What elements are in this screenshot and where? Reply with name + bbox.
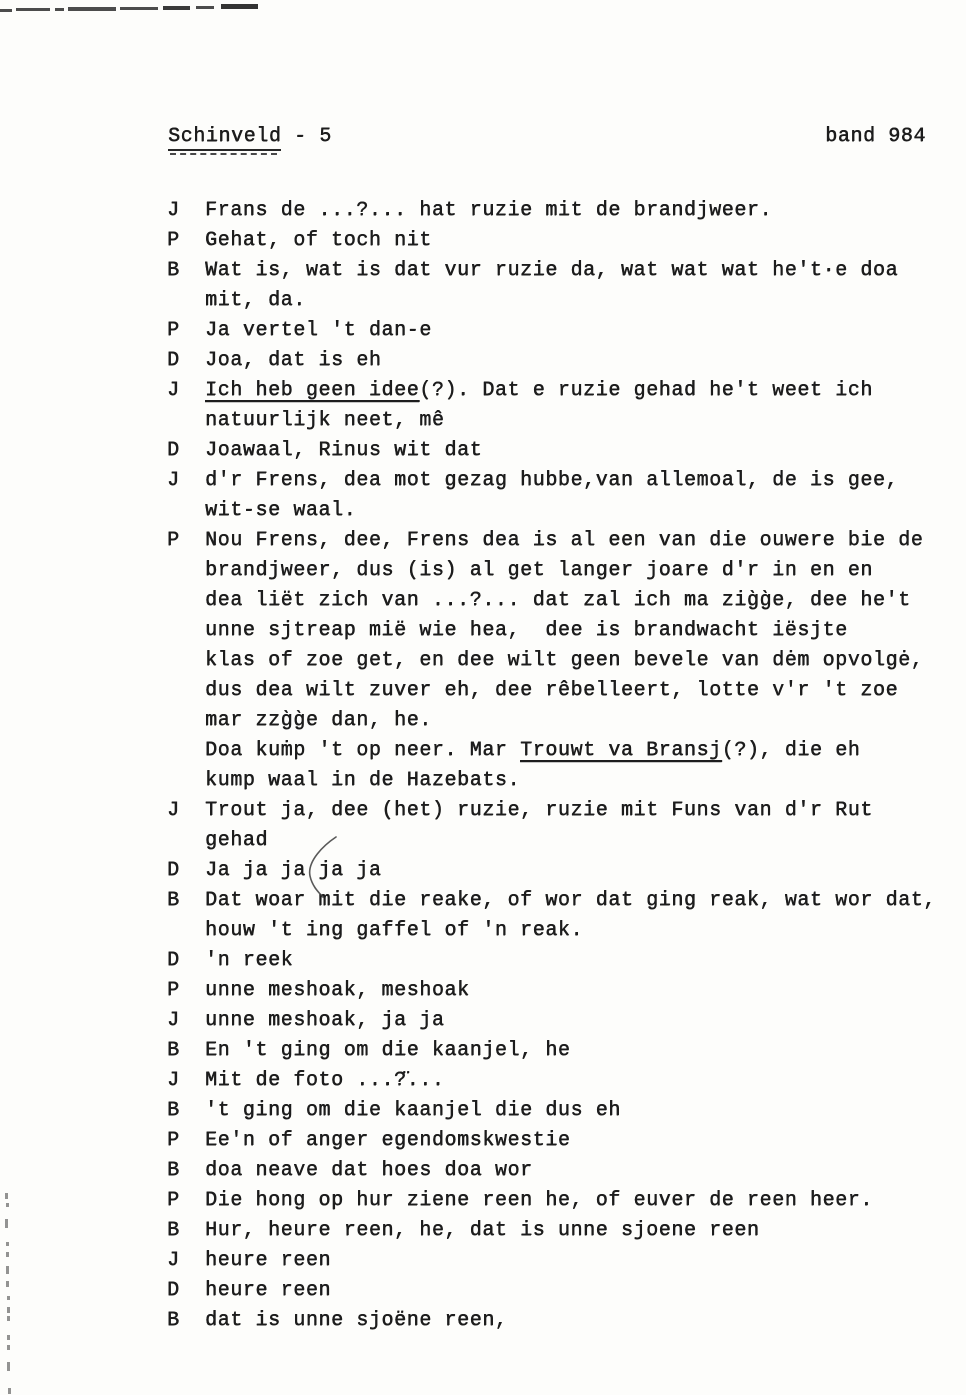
handwritten-stroke-mark — [300, 834, 344, 905]
dialogue-text — [205, 766, 520, 796]
speaker-initial: B — [167, 889, 180, 912]
dialogue-text — [205, 496, 356, 526]
page-title-rest: - 5 — [281, 125, 332, 148]
dialogue-text — [205, 586, 911, 616]
dialogue-text — [205, 436, 482, 466]
dialogue-line — [167, 496, 957, 526]
dialogue-line — [167, 1066, 957, 1096]
speaker-initial — [167, 646, 205, 676]
text-segment: houw 't ing gaffel of 'n reak. — [205, 919, 584, 942]
dialogue-text — [205, 826, 268, 856]
dialogue-line — [167, 1156, 957, 1186]
dialogue-line — [167, 886, 957, 916]
text-segment: d'r Frens, dea mot gezag hubbe,van allemoal, de is gee, — [205, 469, 899, 492]
speaker-initial: P — [167, 1189, 180, 1212]
dialogue-line — [167, 1276, 957, 1306]
text-segment: Die hong op hur ziene reen he, of euver de reen heer. — [205, 1189, 873, 1212]
text-segment: Dat woar mit die reake, of wor dat ging reak, wat wor dat, — [205, 889, 936, 912]
dialogue-line — [167, 946, 957, 976]
dialogue-line — [167, 436, 957, 466]
text-segment: 'n reek — [205, 949, 294, 972]
dialogue-text — [205, 1096, 621, 1126]
dialogue-line — [167, 856, 957, 886]
dialogue-text — [205, 1276, 331, 1306]
dialogue-line — [167, 196, 957, 226]
speaker-initial — [167, 586, 205, 616]
speaker-initial: B — [167, 1159, 180, 1182]
dialogue-text — [205, 856, 381, 886]
dialogue-line — [167, 1126, 957, 1156]
dialogue-line — [167, 646, 957, 676]
dialogue-line — [167, 556, 957, 586]
dialogue-line — [167, 406, 957, 436]
dialogue-line — [167, 316, 957, 346]
speaker-initial: B — [167, 1099, 180, 1122]
text-segment: doa neave dat hoes doa wor — [205, 1159, 533, 1182]
speaker-initial: B — [167, 1309, 180, 1332]
dialogue-text — [205, 1306, 507, 1336]
dialogue-text — [205, 1216, 760, 1246]
underlined-phrase: Ich heb geen idee — [205, 379, 420, 402]
dialogue-line — [167, 1186, 957, 1216]
text-segment: (?), die eh — [721, 739, 861, 762]
text-segment: gehad — [205, 829, 269, 852]
text-segment: mar zzg̀g̀e dan, he. — [205, 709, 432, 732]
text-segment: Frans de ...?... hat ruzie mit de brandjweer. — [205, 199, 773, 222]
speaker-initial — [167, 676, 205, 706]
dialogue-line — [167, 1246, 957, 1276]
dialogue-text — [205, 1156, 533, 1186]
speaker-initial: P — [167, 529, 180, 552]
speaker-initial — [167, 736, 205, 766]
dialogue-text — [205, 616, 848, 646]
dialogue-text — [205, 256, 898, 286]
speaker-initial: P — [167, 979, 180, 1002]
speaker-initial — [167, 616, 205, 646]
dialogue-line — [167, 766, 957, 796]
text-segment: (?). Dat e ruzie gehad he't weet ich — [419, 379, 873, 402]
dialogue-line — [167, 286, 957, 316]
speaker-initial: J — [167, 469, 180, 492]
speaker-initial: D — [167, 349, 180, 372]
dialogue-text — [205, 646, 923, 676]
dialogue-line — [167, 736, 957, 766]
text-segment: Mit de foto ...?̈... — [205, 1069, 445, 1092]
speaker-initial — [167, 766, 205, 796]
text-segment: klas of zoe get, en dee wilt geen bevele van dėm opvolgė, — [205, 649, 924, 672]
speaker-initial: P — [167, 319, 180, 342]
text-segment: Trout ja, dee (het) ruzie, ruzie mit Funs van d'r Rut — [205, 799, 873, 822]
speaker-initial — [167, 556, 205, 586]
speaker-initial: J — [167, 379, 180, 402]
speaker-initial: P — [167, 229, 180, 252]
dialogue-text — [205, 1006, 444, 1036]
speaker-initial — [167, 406, 205, 436]
dialogue-line — [167, 1006, 957, 1036]
text-segment: natuurlijk neet, mê — [205, 409, 445, 432]
speaker-initial: D — [167, 1279, 180, 1302]
dialogue-text — [205, 466, 898, 496]
speaker-initial: J — [167, 1009, 180, 1032]
speaker-initial: D — [167, 439, 180, 462]
text-segment: mit, da. — [205, 289, 306, 312]
dialogue-text — [205, 976, 470, 1006]
text-segment: Wat is, wat is dat vur ruzie da, wat wat wat he't·e doa — [205, 259, 899, 282]
dialogue-text — [205, 736, 860, 766]
dialogue-line — [167, 1096, 957, 1126]
band-number-label: band 984 — [825, 125, 926, 148]
text-segment: Doa kuṁp 't op neer. Mar — [205, 739, 521, 762]
dialogue-line — [167, 586, 957, 616]
text-segment: unne meshoak, meshoak — [205, 979, 470, 1002]
dialogue-line — [167, 976, 957, 1006]
dialogue-line — [167, 346, 957, 376]
speaker-initial: J — [167, 1069, 180, 1092]
text-segment: kump waal in de Hazebats. — [205, 769, 521, 792]
text-segment: heure reen — [205, 1249, 332, 1272]
dialogue-line — [167, 526, 957, 556]
dialogue-line — [167, 1306, 957, 1336]
dialogue-text — [205, 406, 444, 436]
speaker-initial — [167, 706, 205, 736]
dialogue-line — [167, 826, 957, 856]
dialogue-line — [167, 1036, 957, 1066]
text-segment: Hur, heure reen, he, dat is unne sjoene reen — [205, 1219, 760, 1242]
text-segment: dat is unne sjoëne reen, — [205, 1309, 508, 1332]
speaker-initial: B — [167, 1039, 180, 1062]
text-segment: Ee'n of anger egendomskwestie — [205, 1129, 571, 1152]
dialogue-text — [205, 1246, 331, 1276]
dialogue-line — [167, 676, 957, 706]
speaker-initial: J — [167, 1249, 180, 1272]
dialogue-text — [205, 1126, 570, 1156]
text-segment: Ja vertel 't dan-e — [205, 319, 432, 342]
text-segment: 't ging om die kaanjel die dus eh — [205, 1099, 621, 1122]
speaker-initial — [167, 916, 205, 946]
dialogue-text — [205, 946, 293, 976]
dialogue-text — [205, 706, 432, 736]
dialogue-text — [205, 1186, 873, 1216]
dialogue-text — [205, 226, 432, 256]
dialogue-text — [205, 916, 583, 946]
speaker-initial: J — [167, 199, 180, 222]
text-segment: dea liët zich van ...?... dat zal ich ma zig̀g̀e, dee he't — [205, 589, 911, 612]
dialogue — [167, 196, 957, 1336]
dialogue-text — [205, 286, 306, 316]
speaker-initial: J — [167, 799, 180, 822]
text-segment: dus dea wilt zuver eh, dee rêbelleert, lotte v'r 't zoe — [205, 679, 899, 702]
text-segment: Joawaal, Rinus wit dat — [205, 439, 483, 462]
dialogue-line — [167, 376, 957, 406]
dialogue-line — [167, 616, 957, 646]
dialogue-text — [205, 346, 381, 376]
dialogue-line — [167, 796, 957, 826]
text-segment: brandjweer, dus (is) al get langer joare d'r in en en — [205, 559, 873, 582]
speaker-initial — [167, 286, 205, 316]
page-title-underlined-part: Schinveld — [168, 125, 281, 151]
speaker-initial: D — [167, 859, 180, 882]
dialogue-line — [167, 226, 957, 256]
dialogue-text — [205, 1036, 570, 1066]
dialogue-line — [167, 916, 957, 946]
dialogue-text — [205, 316, 432, 346]
dialogue-text — [205, 526, 923, 556]
page-header — [168, 122, 926, 152]
speaker-initial — [167, 496, 205, 526]
text-segment: unne meshoak, ja ja — [205, 1009, 445, 1032]
dialogue-text — [205, 796, 873, 826]
speaker-initial: B — [167, 1219, 180, 1242]
text-segment: wit-se waal. — [205, 499, 357, 522]
underlined-phrase: Trouwt va Bransj — [520, 739, 722, 762]
dialogue-text — [205, 376, 873, 406]
text-segment: En 't ging om die kaanjel, he — [205, 1039, 571, 1062]
dialogue-line — [167, 256, 957, 286]
speaker-initial: B — [167, 259, 180, 282]
speaker-initial — [167, 826, 205, 856]
text-segment: Nou Frens, dee, Frens dea is al een van die ouwere bie de — [205, 529, 924, 552]
dialogue-line — [167, 1216, 957, 1246]
dialogue-text — [205, 196, 772, 226]
page-title — [168, 122, 332, 152]
dialogue-line — [167, 466, 957, 496]
dialogue-text — [205, 556, 873, 586]
text-segment: Gehat, of toch nit — [205, 229, 432, 252]
dialogue-line — [167, 706, 957, 736]
text-segment: Ja ja ja ja ja — [205, 859, 382, 882]
speaker-initial: D — [167, 949, 180, 972]
dialogue-text — [205, 676, 898, 706]
dialogue-text — [205, 1066, 444, 1096]
text-segment: Joa, dat is eh — [205, 349, 382, 372]
text-segment: unne sjtreap mië wie hea, dee is brandwacht iësjte — [205, 619, 848, 642]
text-segment: heure reen — [205, 1279, 332, 1302]
speaker-initial: P — [167, 1129, 180, 1152]
